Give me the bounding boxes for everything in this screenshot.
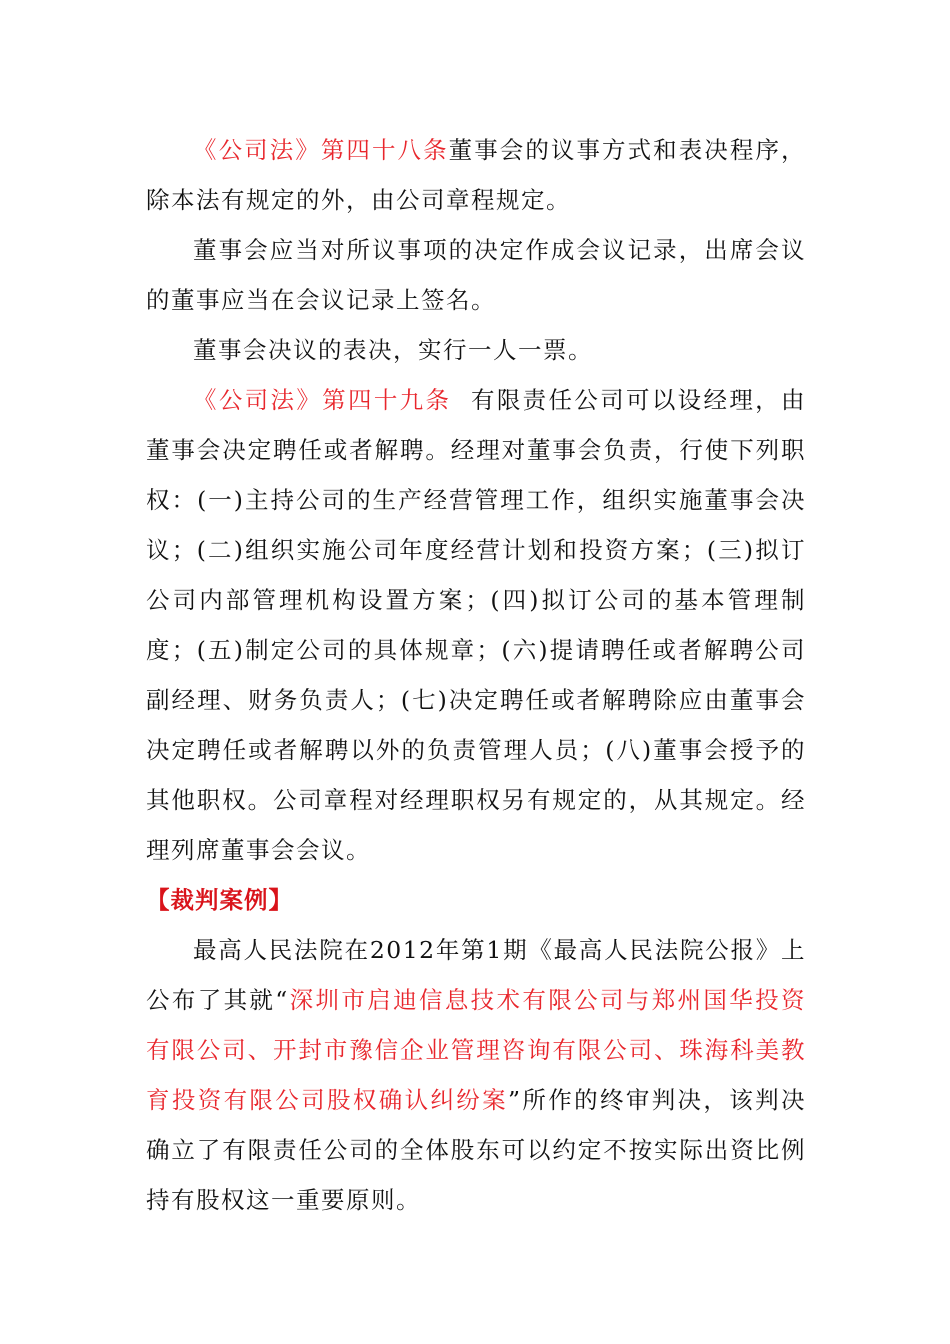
case-section-heading: 【裁判案例】 xyxy=(146,886,293,914)
document-page xyxy=(146,125,806,1225)
article-49-intro: 有限责任公司可以设经理，由董事会决定聘任或者解聘。经理对董事会负责，行使下列职权： xyxy=(146,386,807,514)
article-48-reference: 《公司法》第四十八条 xyxy=(193,136,449,164)
case-name: 深圳市启迪信息技术有限公司与郑州国华投资有限公司、开封市豫信企业管理咨询有限公司、珠海科美教育投资有限公司股权确认纠纷案 xyxy=(146,986,806,1114)
article-49-duties: (一)主持公司的生产经营管理工作，组织实施董事会决议；(二)组织实施公司年度经营计划和投资方案；(三)拟订公司内部管理机构设置方案；(四)拟订公司的基本管理制度；(五)制定公司的具体规章；(六)提请聘任或者解聘公司副经理、财务负责人；(七)决定聘任或者解聘除应由董事会决定聘任或者解聘以外的负责管理人员；(八)董事会授予的其他职权。公司章程对经理职权另有规定的，从其规定。经理列席董事会会议。 xyxy=(146,486,807,864)
case-text-after: ”所作的终审判决，该判决确立了有限责任公司的全体股东可以约定不按实际出资比例持有股权这一重要原则。 xyxy=(146,1086,806,1214)
article-49-reference: 《公司法》第四十九条 xyxy=(193,386,452,414)
case-paragraph xyxy=(146,925,806,1225)
article-49-paragraph xyxy=(146,375,806,875)
article-48-text: 董事会的议事方式和表决程序，除本法有规定的外，由公司章程规定。 xyxy=(146,136,807,214)
meeting-record-paragraph: 董事会应当对所议事项的决定作成会议记录，出席会议的董事应当在会议记录上签名。 xyxy=(146,236,806,314)
voting-paragraph: 董事会决议的表决，实行一人一票。 xyxy=(193,336,593,364)
case-text-before: 最高人民法院在2012年第1期《最高人民法院公报》上公布了其就“ xyxy=(146,936,806,1014)
article-48-paragraph xyxy=(146,125,806,225)
